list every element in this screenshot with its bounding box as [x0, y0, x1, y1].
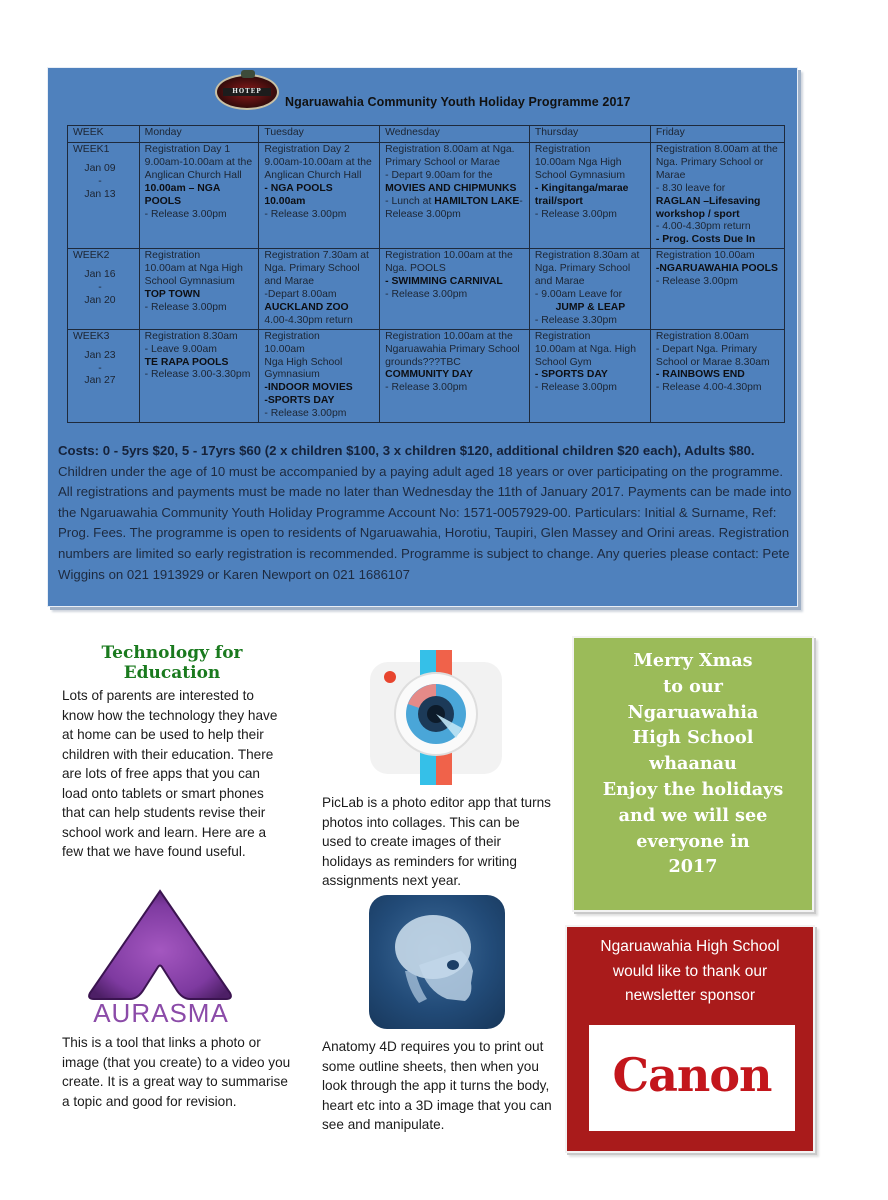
- activity-line: 10.00am at Nga. High School Gym: [534, 343, 636, 368]
- activity-line: -Depart 8.00am: [264, 288, 337, 300]
- schedule-row-week-2: [68, 249, 785, 329]
- activity-line: 10.00am: [264, 343, 305, 355]
- activity-cell-friday: [650, 249, 784, 329]
- anatomy-4d-description: Anatomy 4D requires you to print out some outline sheets, then when you look through the app it turns the body, heart etc into a 3D image that you can see and manipulate.: [322, 1039, 552, 1132]
- xmas-line: Ngaruawahia: [627, 701, 759, 723]
- week-label-cell: [68, 249, 140, 329]
- activity-highlight: - SWIMMING CARNIVAL: [385, 276, 503, 288]
- activity-line: - Lunch at HAMILTON LAKE- Release 3.00pm: [385, 195, 523, 220]
- activity-line: Registration 8.30am: [144, 330, 238, 342]
- activity-highlight: COMMUNITY DAY: [385, 369, 473, 381]
- canon-logo: [589, 1025, 795, 1131]
- activity-highlight: - Kingitanga/marae trail/sport: [534, 182, 629, 207]
- logo-crest-icon: [241, 70, 255, 78]
- week-end-date: Jan 27: [84, 375, 116, 387]
- activity-line: - 4.00-4.30pm return: [655, 221, 751, 233]
- activity-highlight: HAMILTON LAKE: [434, 195, 520, 207]
- schedule-header-row: [68, 126, 785, 143]
- activity-line: - 8.30 leave for: [655, 182, 726, 194]
- activity-cell-wednesday: [380, 329, 530, 422]
- aurasma-description: This is a tool that links a photo or image (that you create) to a video you create. It is a great way to summarise a topic and good for revision.: [62, 1035, 291, 1109]
- activity-line: Registration Day 1: [144, 144, 231, 155]
- week-start-date: Jan 23: [84, 349, 116, 361]
- hotep-logo: [215, 74, 279, 110]
- activity-cell-thursday: [529, 249, 650, 329]
- activity-cell-tuesday: [259, 329, 380, 422]
- week-start-date: Jan 16: [84, 269, 116, 281]
- header-friday: Friday: [650, 126, 784, 143]
- sponsor-thanks-text: Ngaruawahia High School would like to thank our newsletter sponsor: [600, 938, 780, 1004]
- activity-line: - Release 3.00pm: [264, 208, 347, 220]
- activity-line: Registration 8.30am at Nga. Primary School and Marae: [534, 250, 640, 288]
- activity-line: Nga High School Gymnasium: [264, 356, 343, 381]
- xmas-greeting-box: [572, 636, 814, 912]
- week-label: WEEK1: [73, 144, 110, 155]
- activity-line: - Release 3.00pm: [264, 408, 347, 420]
- xmas-line: 2017: [668, 856, 718, 878]
- schedule-row-week-3: [68, 329, 785, 422]
- week-label-cell: [68, 329, 140, 422]
- activity-line: Registration 8.00am: [655, 330, 749, 342]
- technology-title: Technology for Education: [101, 643, 243, 683]
- header-tuesday: Tuesday: [259, 126, 380, 143]
- activity-cell-friday: [650, 329, 784, 422]
- week-label: WEEK3: [73, 330, 110, 342]
- week-label-cell: [68, 143, 140, 249]
- activity-cell-wednesday: [380, 143, 530, 249]
- xmas-line: High School: [632, 727, 754, 749]
- header-wednesday: Wednesday: [380, 126, 530, 143]
- schedule-row-week-1: [68, 143, 785, 249]
- activity-highlight: JUMP & LEAP: [555, 301, 626, 313]
- activity-line: Registration: [534, 330, 591, 342]
- anatomy-4d-skull-icon: [369, 895, 505, 1029]
- activity-line: Registration 8.00am at Nga. Primary School or Marae: [385, 144, 515, 168]
- schedule-body: [68, 143, 785, 423]
- xmas-greeting-text: [574, 648, 812, 880]
- activity-cell-tuesday: [259, 143, 380, 249]
- week-start-date: Jan 09: [84, 162, 116, 174]
- activity-line: - Leave 9.00am: [144, 343, 217, 355]
- activity-line: - Release 3.00pm: [385, 288, 468, 300]
- activity-line: - Depart 9.00am for the: [385, 169, 493, 181]
- header-monday: Monday: [139, 126, 259, 143]
- activity-line: - 9.00am Leave for: [534, 288, 623, 300]
- programme-header: [48, 68, 797, 124]
- activity-line: - Depart Nga. Primary School or Marae 8.30am: [655, 343, 770, 368]
- activity-line: 9.00am-10.00am at the Anglican Church Hall: [264, 156, 372, 181]
- activity-cell-friday: [650, 143, 784, 249]
- activity-highlight: RAGLAN –Lifesaving workshop / sport: [655, 195, 761, 220]
- activity-line: 10.00am Nga High School Gymnasium: [534, 156, 625, 181]
- piclab-camera-icon: [370, 650, 502, 785]
- logo-text: HOTEP: [223, 88, 271, 96]
- activity-highlight: - Prog. Costs Due In: [655, 234, 756, 246]
- activity-highlight: -SPORTS DAY: [264, 395, 335, 407]
- header-week: WEEK: [68, 126, 140, 143]
- xmas-line: whaanau: [649, 753, 737, 775]
- programme-title: Ngaruawahia Community Youth Holiday Programme 2017: [285, 95, 631, 109]
- activity-cell-monday: [139, 249, 259, 329]
- activity-line: 4.00-4.30pm return: [264, 314, 353, 326]
- costs-heading: Costs: 0 - 5yrs $20, 5 - 17yrs $60 (2 x children $100, 3 x children $120, additional children $20 each), Adults $80.: [58, 443, 755, 458]
- activity-line: - Release 3.00pm: [534, 382, 617, 394]
- activity-line: - Release 3.00pm: [655, 276, 738, 288]
- activity-cell-thursday: [529, 143, 650, 249]
- activity-line: Registration 10.00am: [655, 250, 755, 262]
- activity-cell-monday: [139, 143, 259, 249]
- activity-line: - Release 3.30pm: [534, 314, 617, 326]
- week-date-separator: -: [98, 282, 102, 294]
- activity-line: - Release 3.00pm: [385, 382, 468, 394]
- piclab-description: PicLab is a photo editor app that turns photos into collages. This can be used to create images of their holidays as reminders for writing assignments next year.: [322, 795, 551, 888]
- activity-highlight: MOVIES AND CHIPMUNKS: [385, 182, 517, 194]
- week-label: WEEK2: [73, 250, 110, 262]
- costs-body: Children under the age of 10 must be accompanied by a paying adult aged 18 years or over participating on the programme. All registrations and payments must be made no later than Wednesday the 11th of January 2017. Payments can be made into the Ngaruawahia Community Youth Holiday Programme Account No: 1571-0057929-00. Particulars: Initial & Surname, Ref: Prog. Fees. The programme is open to residents of Ngaruawahia, Horotiu, Taupiri, Glen Massey and Orini areas. Registration numbers are limited so early registration is recommended. Programme is subject to change. Any queries please contact: Pete Wiggins on 021 1913929 or Karen Newport on 021 1686107: [58, 463, 792, 582]
- activity-highlight: AUCKLAND ZOO: [264, 301, 349, 313]
- activity-highlight: - SPORTS DAY: [534, 369, 608, 381]
- activity-line: Registration 8.00am at the Nga. Primary School or Marae: [655, 144, 778, 181]
- holiday-programme-panel: [47, 67, 798, 607]
- activity-highlight: -NGARUAWAHIA POOLS: [655, 263, 778, 275]
- activity-line: Registration: [534, 144, 591, 155]
- header-thursday: Thursday: [529, 126, 650, 143]
- canon-wordmark: Canon: [612, 1048, 772, 1102]
- activity-line: Registration: [264, 330, 320, 342]
- activity-line: 10.00am at Nga High School Gymnasium: [144, 263, 243, 288]
- activity-line: - Release 3.00-3.30pm: [144, 369, 251, 381]
- xmas-line: and we will see: [618, 804, 768, 826]
- activity-cell-monday: [139, 329, 259, 422]
- activity-highlight: - RAINBOWS END: [655, 369, 745, 381]
- activity-line: Registration 10.00am at the Nga. POOLS: [385, 250, 513, 275]
- xmas-line: Merry Xmas: [633, 650, 753, 671]
- week-end-date: Jan 20: [84, 294, 116, 306]
- week-date-separator: -: [98, 175, 102, 187]
- activity-highlight: - NGA POOLS 10.00am: [264, 182, 333, 207]
- week-date-separator: -: [98, 362, 102, 374]
- activity-highlight: -INDOOR MOVIES: [264, 382, 353, 394]
- activity-line: Registration 7.30am at Nga. Primary School and Marae: [264, 250, 369, 288]
- activity-line: Registration: [144, 250, 201, 262]
- activity-cell-thursday: [529, 329, 650, 422]
- xmas-line: to our: [663, 675, 723, 697]
- xmas-line: Enjoy the holidays: [602, 778, 784, 800]
- activity-line: - Release 3.00pm: [534, 208, 617, 220]
- technology-intro: Lots of parents are interested to know how the technology they have at home can be used to help their children with their education. There are lots of free apps that you can load onto tablets or smart phones that can help students revise their school work and learn. Here are a few that we have found useful.: [62, 688, 278, 859]
- activity-highlight: 10.00am – NGA POOLS: [144, 182, 220, 207]
- sponsor-box: [565, 925, 815, 1153]
- xmas-line: everyone in: [636, 830, 750, 852]
- week-end-date: Jan 13: [84, 188, 116, 200]
- aurasma-wordmark: AURASMA: [93, 998, 229, 1028]
- activity-line: Registration Day 2: [264, 144, 350, 155]
- activity-line: - Release 4.00-4.30pm: [655, 382, 762, 394]
- activity-line: - Release 3.00pm: [144, 208, 227, 220]
- activity-cell-wednesday: [380, 249, 530, 329]
- activity-line: Registration 10.00am at the Ngaruawahia Primary School grounds???TBC: [385, 330, 520, 368]
- schedule-table: [67, 125, 785, 423]
- activity-cell-tuesday: [259, 249, 380, 329]
- activity-highlight: TOP TOWN: [144, 288, 201, 300]
- activity-line: - Release 3.00pm: [144, 301, 227, 313]
- activity-line: 9.00am-10.00am at the Anglican Church Hall: [144, 156, 253, 181]
- activity-highlight: TE RAPA POOLS: [144, 356, 229, 368]
- costs-text: [58, 441, 793, 585]
